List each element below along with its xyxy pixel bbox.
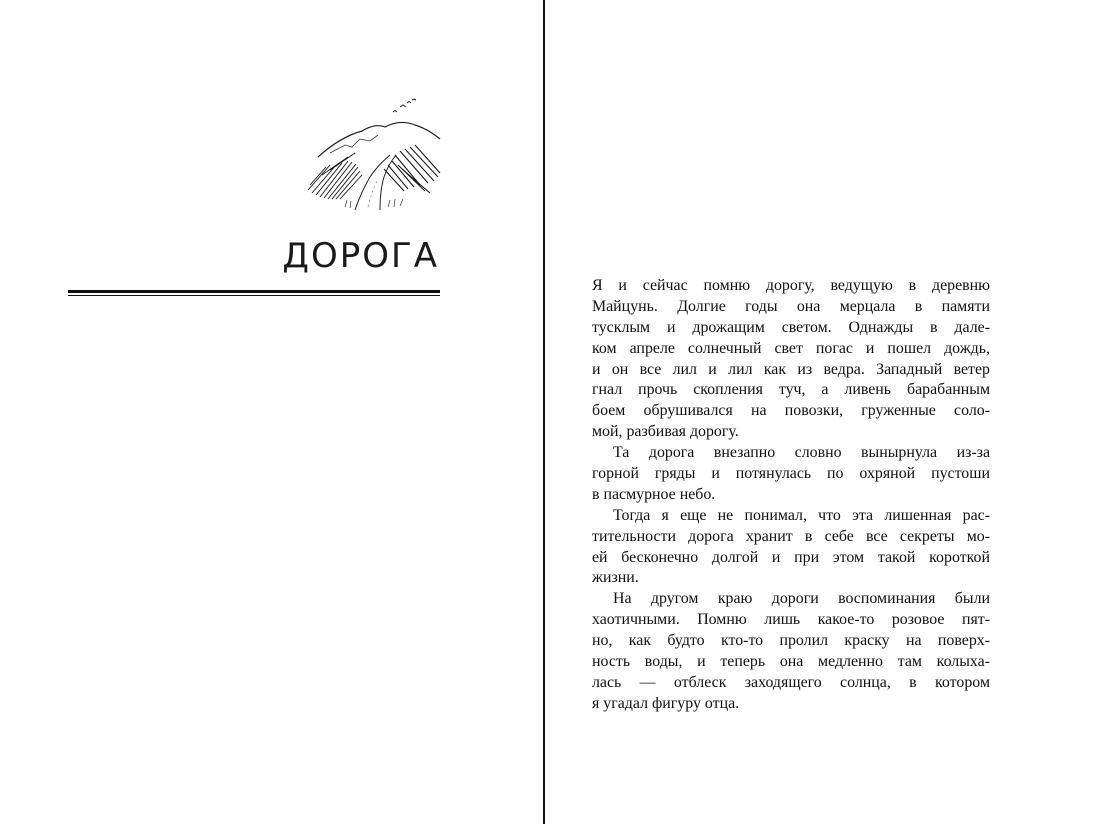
text-line: мой, разбивая дорогу. bbox=[592, 423, 739, 441]
road-landscape-illustration bbox=[300, 95, 445, 210]
title-rule-thick bbox=[68, 290, 440, 293]
text-line: ком апреле солнечный свет погас и пошел дождь, bbox=[592, 339, 990, 357]
text-line: Я и сейчас помню дорогу, ведущую в деревню bbox=[592, 277, 990, 294]
text-line: хаотичными. Помню лишь какое-то розовое пят- bbox=[592, 611, 990, 629]
text-line: горной гряды и потянулась по охряной пустоши bbox=[592, 465, 990, 483]
text-line: ей бесконечно долгой и при этом такой короткой bbox=[592, 548, 990, 566]
text-line: и он все лил и лил как из ведра. Западный ветер bbox=[592, 360, 990, 378]
paragraph-2 bbox=[592, 443, 990, 506]
text-line: тительности дорога хранит в себе все секреты мо- bbox=[592, 527, 990, 545]
text-line: тусклым и дрожащим светом. Однажды в дале- bbox=[592, 318, 990, 336]
title-rule-thin bbox=[68, 295, 440, 296]
text-line: жизни. bbox=[592, 569, 639, 587]
text-line: ность воды, и теперь она медленно там колыха- bbox=[592, 653, 990, 671]
text-line: Майцунь. Долгие годы она мерцала в памяти bbox=[592, 297, 990, 315]
paragraph-1 bbox=[592, 276, 990, 443]
text-line: в пасмурное небо. bbox=[592, 485, 716, 503]
text-line: гнал прочь скопления туч, а ливень барабанным bbox=[592, 381, 990, 399]
chapter-title: ДОРОГА bbox=[282, 236, 439, 276]
paragraph-4 bbox=[592, 589, 990, 714]
text-line: боем обрушивался на повозки, груженные соло- bbox=[592, 402, 990, 420]
chapter-body-text bbox=[592, 276, 990, 715]
left-page bbox=[0, 0, 543, 824]
right-page bbox=[545, 0, 1093, 824]
text-line: я угадал фигуру отца. bbox=[592, 694, 740, 712]
text-line: Та дорога внезапно словно вынырнула из-за bbox=[613, 444, 990, 462]
text-line: На другом краю дороги воспоминания были bbox=[613, 590, 990, 608]
paragraph-3 bbox=[592, 506, 990, 590]
text-line: лась — отблеск заходящего солнца, в котором bbox=[592, 673, 990, 691]
text-line: но, как будто кто-то пролил краску на поверх- bbox=[592, 632, 990, 650]
text-line: Тогда я еще не понимал, что эта лишенная рас- bbox=[613, 506, 990, 524]
